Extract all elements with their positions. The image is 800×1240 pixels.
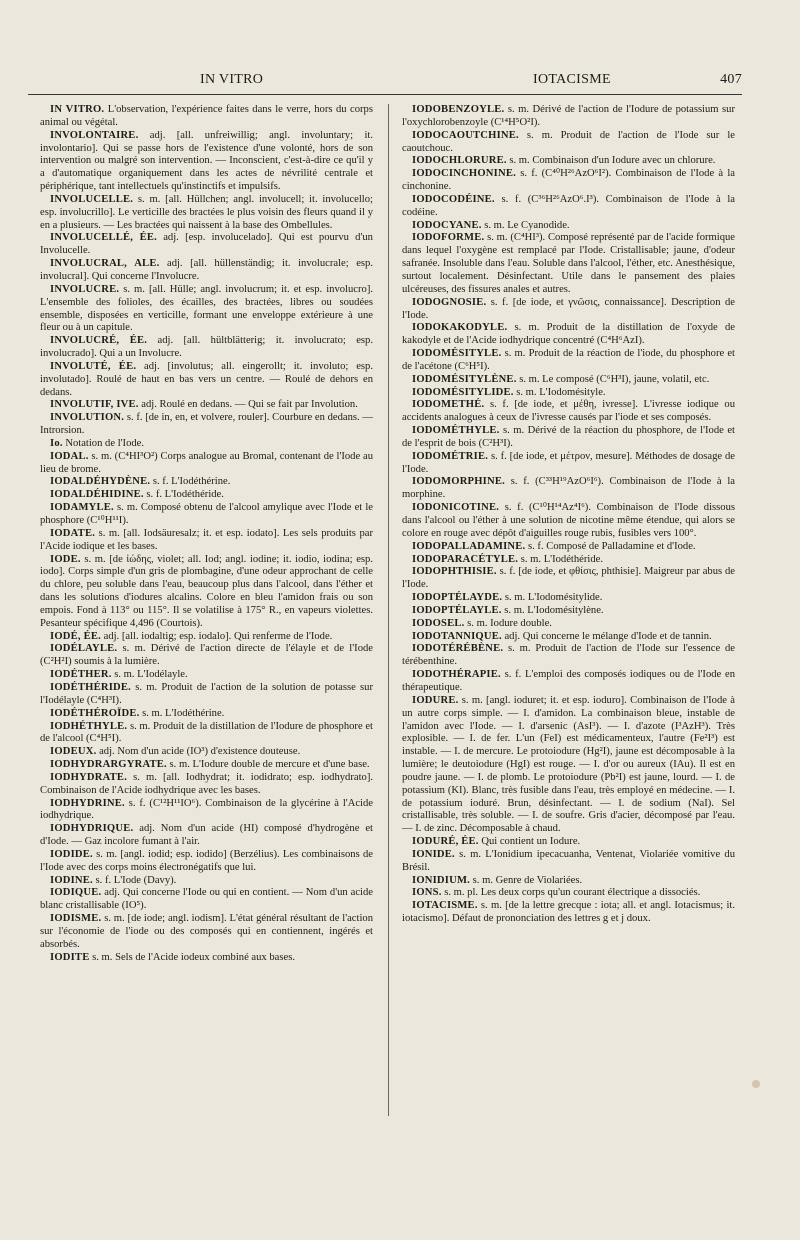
left-column [40,104,373,965]
entry-definition: s. m. Produit de la distillation de l'Iodure de phosphore et de l'alcool (C⁴H⁵I). [40,720,373,745]
dictionary-entry [40,708,373,721]
entry-definition: adj. [involutus; all. eingerollt; it. involuto; esp. involutado]. Roulé de haut en bas vers un centre. — Roulé de dehors en dedans. [40,360,373,398]
entry-definition: s. m. [angl. ioduret; it. et esp. ioduro]. Combinaison de l'Iode à un autre corps simple. — I. d'amidon. La combinaison bleue, instable de l'amidon avec l'Iode. — I. d'arsenic (AsI³). — I. d'azote (I³AzH³). Très explosible. — I. de fer. L'un (FeI) est médicamenteux, l'autre (Fe²I³) est instable. — I. de mercure. Le protoiodure (Hg²I), jaune est décomposable à la lumière; le deutoiodure (HgI) est rouge. — I. d'or ou aureux (IAu). Il est en poudre jaune. — I. de plomb. Le protoiodure (Pb²I) est jaune, lourd. — I. de potassium (KI). Blanc, très fusible dans l'eau, très employé en médecine. — I. de potassium ioduré. Brun, désinfectant. — I. de sodium (NaI). Sel cristallisable, très soluble. — I. de soufre. Gris d'acier, décomposé par l'eau. — I. de zinc. Décomposable à chaud. [402,694,735,835]
entry-headword: IODOTHÉRAPIE. [412,669,501,681]
entry-definition: s. m. Dérivé de l'action directe de l'élayle et de l'Iode (C²H²I) soumis à la lumière. [40,643,373,668]
dictionary-entry [402,900,735,926]
entry-headword: IODEUX. [50,746,97,758]
entry-definition: s. m. [de ἰώδης, violet; all. Iod; angl. iodine; it. iodio, iodina; esp. iodo]. Corps simple d'un gris de plombagine, d'une odeur approchant de celle du chlore, peu soluble dans l'eau, beaucoup plus dans l'alcool, dans l'éther et dans les solutions d'iodures alcalins. Colore en bleu l'amidon frais ou son empois. Fond à 113° ou 115°. Il se volatilise à 175° R., en vapeurs violettes. Pesanteur spécifique 4,496 (Courtois). [40,553,373,629]
entry-headword: IODÉTHÉROÏDE. [50,707,140,719]
entry-definition: s. f. Composé de Palladamine et d'Iode. [525,540,696,552]
dictionary-entry [40,502,373,528]
dictionary-entry [40,258,373,284]
dictionary-entry [402,220,735,233]
entry-definition: adj. [all. unfreiwillig; angl. involuntary; it. involontario]. Qui se passe hors de l'existence d'une volonté, hors de son intervention ou malgré son intervention. — Inconscient, c'est-à-dire ce qu'il y a d'automatique organiquement dans les actes de névrilité centrale et périphérique, tant intellectuels qu'instinctifs et impulsifs. [40,129,373,193]
entry-headword: IODOKAKODYLE. [412,322,508,334]
entry-headword: IODINE. [50,874,93,886]
entry-definition: adj. Nom d'un acide (IO³) d'existence douteuse. [96,746,301,758]
entry-headword: IODATE. [50,527,96,539]
header-rule [28,94,742,95]
entry-headword: IODONICOTINE. [412,502,500,514]
entry-headword: IODÉTHÉRIDE. [50,681,131,693]
entry-definition: s. m. Le composé (C⁶H³I), jaune, volatil, etc. [516,373,710,385]
entry-definition: s. f. [de in, en, et volvere, rouler]. Courbure en dedans. — Introrsion. [40,412,373,437]
dictionary-entry [402,605,735,618]
dictionary-entry [402,322,735,348]
dictionary-entry [402,592,735,605]
dictionary-entry [402,348,735,374]
entry-definition: s. m. Produit de l'action de la solution de potasse sur l'Iodélayle (C⁴H³I). [40,681,373,706]
dictionary-entry [402,875,735,888]
dictionary-entry [40,412,373,438]
entry-headword: Io. [50,437,63,449]
dictionary-entry [40,554,373,631]
entry-definition: s. f. [de iode, et φθίσις, phthisie]. Maigreur par abus de l'Iode. [402,566,735,591]
column-divider [388,104,389,1116]
entry-definition: s. m. (C⁴HI³O²) Corps analogue au Bromal, contenant de l'Iode au lieu de brome. [40,450,373,475]
dictionary-entry [402,476,735,502]
dictionary-entry [40,952,373,965]
dictionary-entry [40,399,373,412]
entry-definition: adj. Qui concerne l'Iode ou qui en contient. — Nom d'un acide blanc cristallisable (IO⁵). [40,887,373,912]
entry-headword: IODOFORME. [412,232,485,244]
entry-definition: Qui contient un Iodure. [478,836,581,848]
entry-headword: INVOLUCELLÉ, ÉE. [50,232,157,244]
dictionary-entry [40,759,373,772]
entry-headword: IOTACISME. [412,900,478,912]
entry-headword: IODOPTÉLAYDE. [412,592,503,604]
entry-definition: s. m. L'Iodomésitylène. [501,604,604,616]
dictionary-entry [402,130,735,156]
entry-headword: IODOMÉSITYLÈNE. [412,373,517,385]
entry-definition: s. m. L'Iodéthérine. [139,707,225,719]
entry-definition: s. m. L'Iodomésitylide. [502,592,603,604]
entry-definition: s. m. L'Iodéthéride. [518,553,603,565]
entry-headword: IODOMÉTHYLE. [412,425,500,437]
entry-definition: s. f. L'Iodéthéride. [143,489,224,501]
entry-headword: INVOLONTAIRE. [50,129,139,141]
entry-headword: IODURÉ, ÉE. [412,836,479,848]
dictionary-entry [402,695,735,836]
dictionary-entry [40,875,373,888]
entry-definition: s. m. Le Cyanodide. [481,219,570,231]
dictionary-entry [402,566,735,592]
entry-definition: adj. [esp. involucelado]. Qui est pourvu d'un Involucelle. [40,232,373,257]
dictionary-entry [40,476,373,489]
dictionary-entry [402,374,735,387]
dictionary-entry [402,836,735,849]
dictionary-entry [402,387,735,400]
dictionary-entry [40,194,373,233]
entry-headword: IODÉ, ÉE. [50,630,101,642]
entry-definition: s. m. Produit de l'action de l'Iode sur l'essence de térébenthine. [402,643,735,668]
dictionary-entry [40,284,373,335]
entry-definition: adj. [all. hültblätterig; it. involucrato; esp. involucrado]. Qui a un Involucre. [40,335,373,360]
entry-headword: IODOGNOSIE. [412,296,487,308]
entry-headword: IODOCINCHONINE. [412,168,516,180]
entry-headword: IODOMORPHINE. [412,476,505,488]
entry-definition: s. m. pl. Les deux corps qu'un courant électrique a dissociés. [441,887,701,899]
dictionary-entry [402,104,735,130]
entry-headword: IODOPARACÉTYLE. [412,553,519,565]
entry-headword: IODÉLAYLE. [50,643,118,655]
entry-definition: s. m. [de la lettre grecque : iota; all. et angl. Iotacismus; it. iotacismo]. Défaut de prononciation des lettres g et j doux. [402,900,735,925]
dictionary-entry [40,361,373,400]
dictionary-entry [40,669,373,682]
entry-headword: IODOCAOUTCHINE. [412,129,519,141]
dictionary-entry [40,438,373,451]
entry-headword: IODOBENZOYLE. [412,104,505,115]
entry-definition: s. f. [de iode, et μέτρον, mesure]. Méthodes de dosage de l'Iode. [402,450,735,475]
entry-definition: s. m. Produit de la distillation de l'oxyde de kakodyle et de l'Acide iodhydrique concentré (C⁴H⁶AzI). [402,322,735,347]
entry-headword: IODOTANNIQUE. [412,630,502,642]
entry-headword: IODOCODÉINE. [412,193,495,205]
dictionary-entry [402,887,735,900]
dictionary-entry [402,849,735,875]
dictionary-entry [40,451,373,477]
entry-definition: s. m. L'Iodélayle. [111,669,188,681]
entry-headword: IODOPTÉLAYLE. [412,604,502,616]
dictionary-entry [40,849,373,875]
dictionary-entry [402,168,735,194]
entry-headword: IODOPALLADAMINE. [412,540,526,552]
entry-definition: s. m. Dérivé de la réaction du phosphore, de l'Iode et de l'esprit de bois (C²H³I). [402,425,735,449]
entry-headword: IODÉTHER. [50,669,112,681]
page-number: 407 [720,72,742,87]
dictionary-entry [40,528,373,554]
entry-definition: s. m. Produit de la réaction de l'iode, du phosphore et de l'acétone (C⁶H⁵I). [402,348,735,372]
entry-definition: s. f. L'Iode (Davy). [92,874,177,886]
entry-definition: adj. Qui concerne le mélange d'Iode et de tannin. [501,630,712,642]
entry-definition: s. m. L'Iodomésityle. [513,386,606,398]
entry-definition: s. m. [all. Hüllchen; angl. involucell; it. involucello; esp. involucrillo]. Le verticille des bractées le plus voisin des fleurs quand il y en a plusieurs. — Les bractées qui naissent à la base des Ombellules. [40,193,373,231]
entry-headword: IONIDE. [412,848,455,860]
entry-headword: IN VITRO. [50,104,105,115]
entry-definition: s. f. [de iode, et γνῶσις, connaissance]. Description de l'Iode. [402,296,735,321]
dictionary-entry [40,913,373,952]
entry-headword: IODOMETHÉ. [412,399,485,411]
entry-definition: s. m. Genre de Violariées. [470,874,583,886]
dictionary-entry [402,155,735,168]
entry-headword: IODHYDRIQUE. [50,823,134,835]
entry-definition: adj. [all. iodaltig; esp. iodalo]. Qui renferme de l'Iode. [100,630,333,642]
dictionary-entry [40,823,373,849]
entry-headword: IODOMÉTRIE. [412,450,489,462]
entry-definition: s. f. L'emploi des composés iodiques ou de l'Iode en thérapeutique. [402,669,735,693]
header-left-word: IN VITRO [200,72,264,87]
entry-headword: IODOCHLORURE. [412,155,507,167]
dictionary-entry [402,194,735,220]
dictionary-entry [402,502,735,541]
dictionary-entry [402,232,735,296]
entry-headword: IONIDIUM. [412,874,471,886]
entry-headword: IODISME. [50,913,102,925]
entry-headword: IODITE [50,951,90,963]
dictionary-entry [402,631,735,644]
entry-headword: IODIDE. [50,848,93,860]
entry-headword: IODAL. [50,450,89,462]
entry-definition: s. m. Dérivé de l'action de l'Iodure de potassium sur l'oxychlorobenzoyle (C¹⁴H⁵O²I). [402,104,735,128]
entry-headword: IODHYDRATE. [50,771,128,783]
entry-definition: s. m. Iodure double. [464,617,552,629]
entry-headword: INVOLUCRÉ, ÉE. [50,335,148,347]
dictionary-entry [402,451,735,477]
entry-headword: IODOTÉRÉBÈNE. [412,643,504,655]
dictionary-entry [402,541,735,554]
entry-headword: INVOLUTION. [50,412,125,424]
dictionary-entry [402,618,735,631]
dictionary-entry [40,489,373,502]
entry-headword: IODALDÉHYDÈNE. [50,476,151,488]
entry-headword: IODAMYLE. [50,502,114,514]
entry-definition: s. f. [de iode, et μέθη, ivresse]. L'ivresse iodique ou accidents analogues à ceux de l'ivresse causés par l'iode et ses composés. [402,399,735,424]
entry-definition: s. m. L'Ionidium ipecacuanha, Ventenat, Violariée vomitive du Brésil. [402,848,735,873]
entry-definition: adj. Nom d'un acide (HI) composé d'hydrogène et d'Iode. — Gaz incolore fumant à l'air. [40,823,373,848]
entry-definition: s. m. L'Iodure double de mercure et d'une base. [166,759,370,771]
entry-definition: s. f. (C⁴⁰H²⁶AzO⁶I²). Combinaison de l'Iode à la cinchonine. [402,168,735,193]
entry-definition: s. f. (C¹⁰H¹⁴Az⁴I⁶). Combinaison de l'Iode dissous dans l'alcool ou l'éther à une solution de nicotine même étendue, qui alors se colore en rouge avec dépôt d'aiguilles rouge rubis, fusibles vers 100°. [402,502,735,539]
entry-headword: IODURE. [412,694,459,706]
entry-headword: IODALDÉHIDINE. [50,489,144,501]
entry-definition: s. m. (C⁴HI³). Composé représenté par de l'acide formique dans lequel l'oxygène est remplacé par l'Iode. Cristallisable; jaune, d'odeur safranée. Insoluble dans l'eau. Soluble dans l'alcool, l'éther, etc. Anesthésique, surtout localement. Désinfectant. Utile dans le pansement des plaies ulcéreuses, des fissures anales et autres. [402,232,735,295]
entry-headword: IODOMÉSITYLIDE. [412,386,514,398]
entry-definition: s. f. (C³⁶H²⁶AzO⁶.I³). Combinaison de l'Iode à la codéine. [402,193,735,218]
entry-headword: IODOCYANE. [412,219,482,231]
entry-headword: IODIQUE. [50,887,102,899]
dictionary-entry [40,130,373,194]
dictionary-entry [40,887,373,913]
entry-headword: IODOPHTHISIE. [412,566,497,578]
header-center-word: IOTACISME [533,72,611,87]
dictionary-entry [402,425,735,451]
entry-definition: s. m. Combinaison d'un Iodure avec un chlorure. [506,155,716,167]
dictionary-entry [402,399,735,425]
entry-headword: IODHYDRARGYRATE. [50,759,167,771]
entry-definition: adj. [all. hüllenständig; it. involucrale; esp. involucral]. Qui concerne l'Involucre. [40,258,374,282]
dictionary-entry [40,721,373,747]
entry-definition: s. m. [all. Iodhydrat; it. iodidrato; esp. iodhydrato]. Combinaison de l'Acide iodhydrique avec les bases. [40,771,373,796]
entry-headword: IODOSEL. [412,617,465,629]
dictionary-entry [40,798,373,824]
entry-definition: s. m. Composé obtenu de l'alcool amylique avec l'Iode et le phosphore (C¹⁰H¹¹I). [40,502,373,526]
entry-definition: s. f. (C¹²H¹¹IO⁶). Combinaison de la glycérine à l'Acide iodhydrique. [40,797,373,822]
dictionary-entry [402,297,735,323]
right-column [402,104,735,926]
dictionary-entry [40,104,373,130]
entry-headword: IODHYDRINE. [50,797,125,809]
dictionary-entry [40,643,373,669]
entry-headword: INVOLUCRE. [50,283,120,295]
dictionary-entry [40,232,373,258]
entry-definition: L'observation, l'expérience faites dans le verre, hors du corps animal ou végétal. [40,104,373,128]
entry-headword: INVOLUTÉ, ÉE. [50,360,137,372]
dictionary-entry [40,631,373,644]
dictionary-entry [402,554,735,567]
entry-definition: s. f. L'Iodéthérine. [150,476,231,488]
running-header [28,72,742,94]
entry-definition: s. m. [all. Hülle; angl. involucrum; it. et esp. involucro]. L'ensemble des folioles, des écailles, des bractées, libres ou soudées ensemble, disposées en verticille, formant une enveloppe extérieure à une fleur ou à un capitule. [40,283,373,334]
dictionary-entry [40,772,373,798]
entry-definition: s. m. [all. Iodsäuresalz; it. et esp. iodato]. Les sels produits par l'Acide iodique et les bases. [40,527,373,552]
dictionary-entry [402,669,735,695]
entry-headword: IODE. [50,553,81,565]
entry-headword: INVOLUTIF, IVE. [50,399,139,411]
entry-headword: INVOLUCELLE. [50,193,134,205]
entry-definition: adj. Roulé en dedans. — Qui se fait par Involution. [138,399,358,411]
paper-stain [752,1080,760,1088]
entry-headword: IODOMÉSITYLE. [412,348,502,360]
entry-definition: s. m. Sels de l'Acide iodeux combiné aux bases. [89,951,295,963]
entry-definition: Notation de l'Iode. [62,437,145,449]
entry-headword: INVOLUCRAL, ALE. [50,258,160,270]
dictionary-entry [402,643,735,669]
entry-definition: s. m. [de iode; angl. iodism]. L'état général résultant de l'action sur l'économie de l'iode ou des composés qui en contiennent, ingérés et absorbés. [40,913,373,950]
dictionary-entry [40,335,373,361]
dictionary-entry [40,682,373,708]
entry-definition: s. f. (C³³H¹⁹AzO⁶I⁶). Combinaison de l'Iode à la morphine. [402,476,735,501]
entry-headword: IONS. [412,887,442,899]
entry-definition: s. m. Produit de l'action de l'Iode sur le caoutchouc. [402,129,735,154]
entry-headword: IODHÉTHYLE. [50,720,128,732]
dictionary-entry [40,746,373,759]
entry-definition: s. m. [angl. iodid; esp. iodido] (Berzélius). Les combinaisons de l'Iode avec des corps moins électronégatifs que lui. [40,848,373,873]
